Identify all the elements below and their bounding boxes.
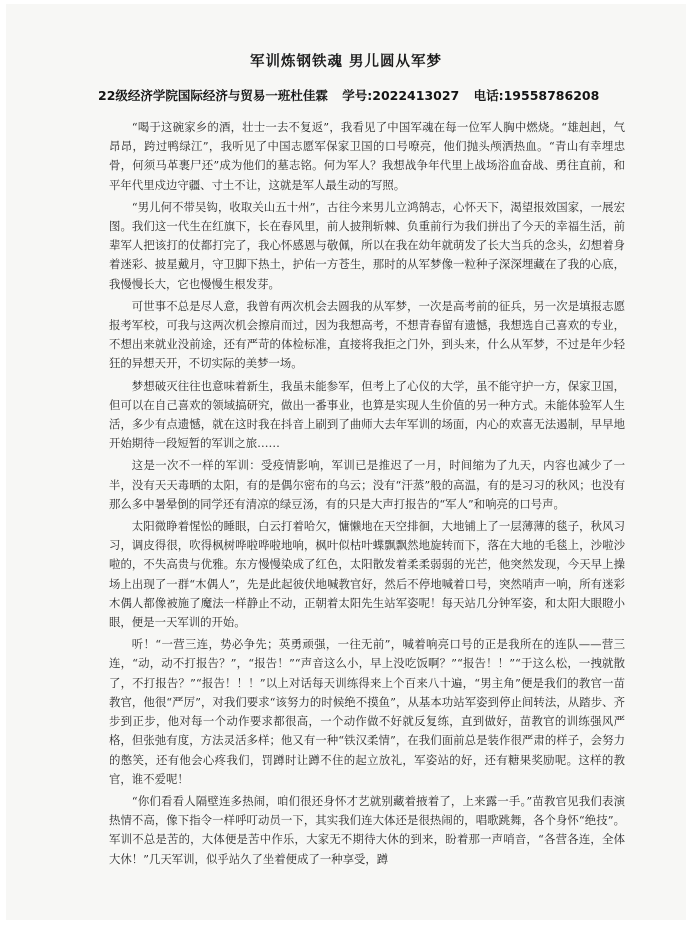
paragraph: “你们看看人隔壁连多热闹，咱们很还身怀才艺就别藏着掖着了，上来露一手。”苗教官见我们表演热情不高，像下指令一样呼叮动员一下，其实我们连大体还是很热闹的，唱歌跳舞，各个身怀“绝技”。军训不总是苦的，大体便是苦中作乐，大家无不期待大休的到来，盼着那一声哨音，“各营各连，全体大休！”几天军训，似乎站久了坐着便成了一种享受，蹲 xyxy=(109,793,625,866)
paragraph: “喝于这碗家乡的酒，壮士一去不复返”，我看见了中国军魂在每一位军人胸中燃烧。“雄赳赳，气昂昂，跨过鸭绿江”，我听见了中国志愿军保家卫国的口号嘹亮，他们抛头颅洒热血。“青山有幸埋忠骨，何须马革裹尸还”成为他们的墓志铭。何为军人？我想战争年代里上战场浴血奋战、勇往直前，和平年代里戍边守疆、寸土不让，这就是军人最生动的写照。 xyxy=(109,120,625,192)
author-byline xyxy=(98,86,618,104)
paragraph: 听！“一营三连，势必争先；英勇顽强，一往无前”，喊着响亮口号的正是我所在的连队——营三连，“动，动不打报告？”，“报告！”“声音这么小，早上没吃饭啊？”“报告！！”“于这么松，一拽就散了，不打报告？”“报告！！！”以上对话每天训练得来上个百来八十遍，“男主角”便是我们的教官一苗教官，他很“严厉”，对我们要求“该努力的时候绝不摸鱼”，从基本功站军姿到停止间转法，从踏步、齐步到正步，他对每一个动作要求都很高，一个动作做不好就反复练，直到做好，苗教官的训练强风严格，但张弛有度，方法灵活多样；他又有一种“铁汉柔情”，在我们面前总是装作很严肃的样子，会努力的憋笑，还有他会心疼我们，罚蹲时让蹲不住的起立放礼，军姿站的好，还有糖果奖励呢。这样的教官，谁不爱呢！ xyxy=(109,637,625,786)
student-id: 学号:2022413027 xyxy=(342,88,460,103)
paragraph: 这是一次不一样的军训：受疫情影响，军训已是推迟了一月，时间缩为了九天，内容也减少了一半，没有天天毒晒的太阳，有的是偶尔密布的乌云；没有“汗蒸”般的高温，有的是习习的秋风；也没有那么多中暑晕倒的同学还有清凉的绿豆汤，有的只是大声打报告的“军人”和响亮的口号声。 xyxy=(109,458,625,511)
paragraph: “男儿何不带吴钩，收取关山五十州”，古往今来男儿立鸿鹄志，心怀天下，渴望报效国家，一展宏图。我们这一代生在红旗下，长在春风里，前人披荆斩棘、负重前行为我们拼出了今天的幸福生活，前辈军人把该打的仗都打完了，我心怀感恩与敬佩，所以在我在幼年就萌发了长大当兵的念头，幻想着身着迷彩、披星戴月，守卫脚下热土，护佑一方苍生，那时的从军梦像一粒种子深深埋藏在了我的心底，我慢慢长大，它也慢慢生根发芽。 xyxy=(109,199,625,291)
paragraph: 太阳微睁着惺忪的睡眼，白云打着哈欠，慵懒地在天空排徊，大地铺上了一层薄薄的毯子，秋风习习，调皮得很，吹得枫树哗啦哗啦地响，枫叶似枯叶蝶飘飘然地旋转而下，落在大地的毛毯上，沙啦沙啦的，不失高贵与优雅。东方慢慢染成了红色，太阳散发着柔柔弱弱的光芒，他突然发现，今天早上操场上出现了一群“木偶人”，先是此起彼伏地喊教官好，然后不停地喊着口号，突然哨声一响，所有迷彩木偶人都像被施了魔法一样静止不动，正朝着太阳先生站军姿呢！每天站几分钟军姿，和太阳大眼瞪小眼，便是一天军训的开始。 xyxy=(109,519,625,630)
document-page xyxy=(6,4,686,920)
paragraph: 可世事不总是尽人意，我曾有两次机会去圆我的从军梦，一次是高考前的征兵，另一次是填报志愿报考军校，可我与这两次机会擦肩而过，因为我想高考，不想青春留有遗憾，我想选自己喜欢的专业，不想出来就业没前途，还有严苛的体检标准，直接将我拒之门外，到头来，什么从军梦，不过是年少轻狂的异想天开，不切实际的美梦一场。 xyxy=(109,298,625,371)
author-class-name: 22级经济学院国际经济与贸易一班杜佳霖 xyxy=(98,88,328,103)
document-title: 军训炼钢铁魂 男儿圆从军梦 xyxy=(249,54,443,70)
phone-number: 电话:19558786208 xyxy=(473,88,600,103)
paragraph: 梦想破灭往往也意味着新生，我虽未能参军，但考上了心仪的大学，虽不能守护一方，保家卫国，但可以在自己喜欢的领域搞研究，做出一番事业，也算是实现人生价值的另一种方式。未能体验军人生活，多少有点遗憾，就在这时我在抖音上刷到了曲师大去年军训的场面，内心的欢喜无法遏制，早早地开始期待一段短暂的军训之旅…… xyxy=(109,378,625,451)
document-body xyxy=(109,118,625,872)
